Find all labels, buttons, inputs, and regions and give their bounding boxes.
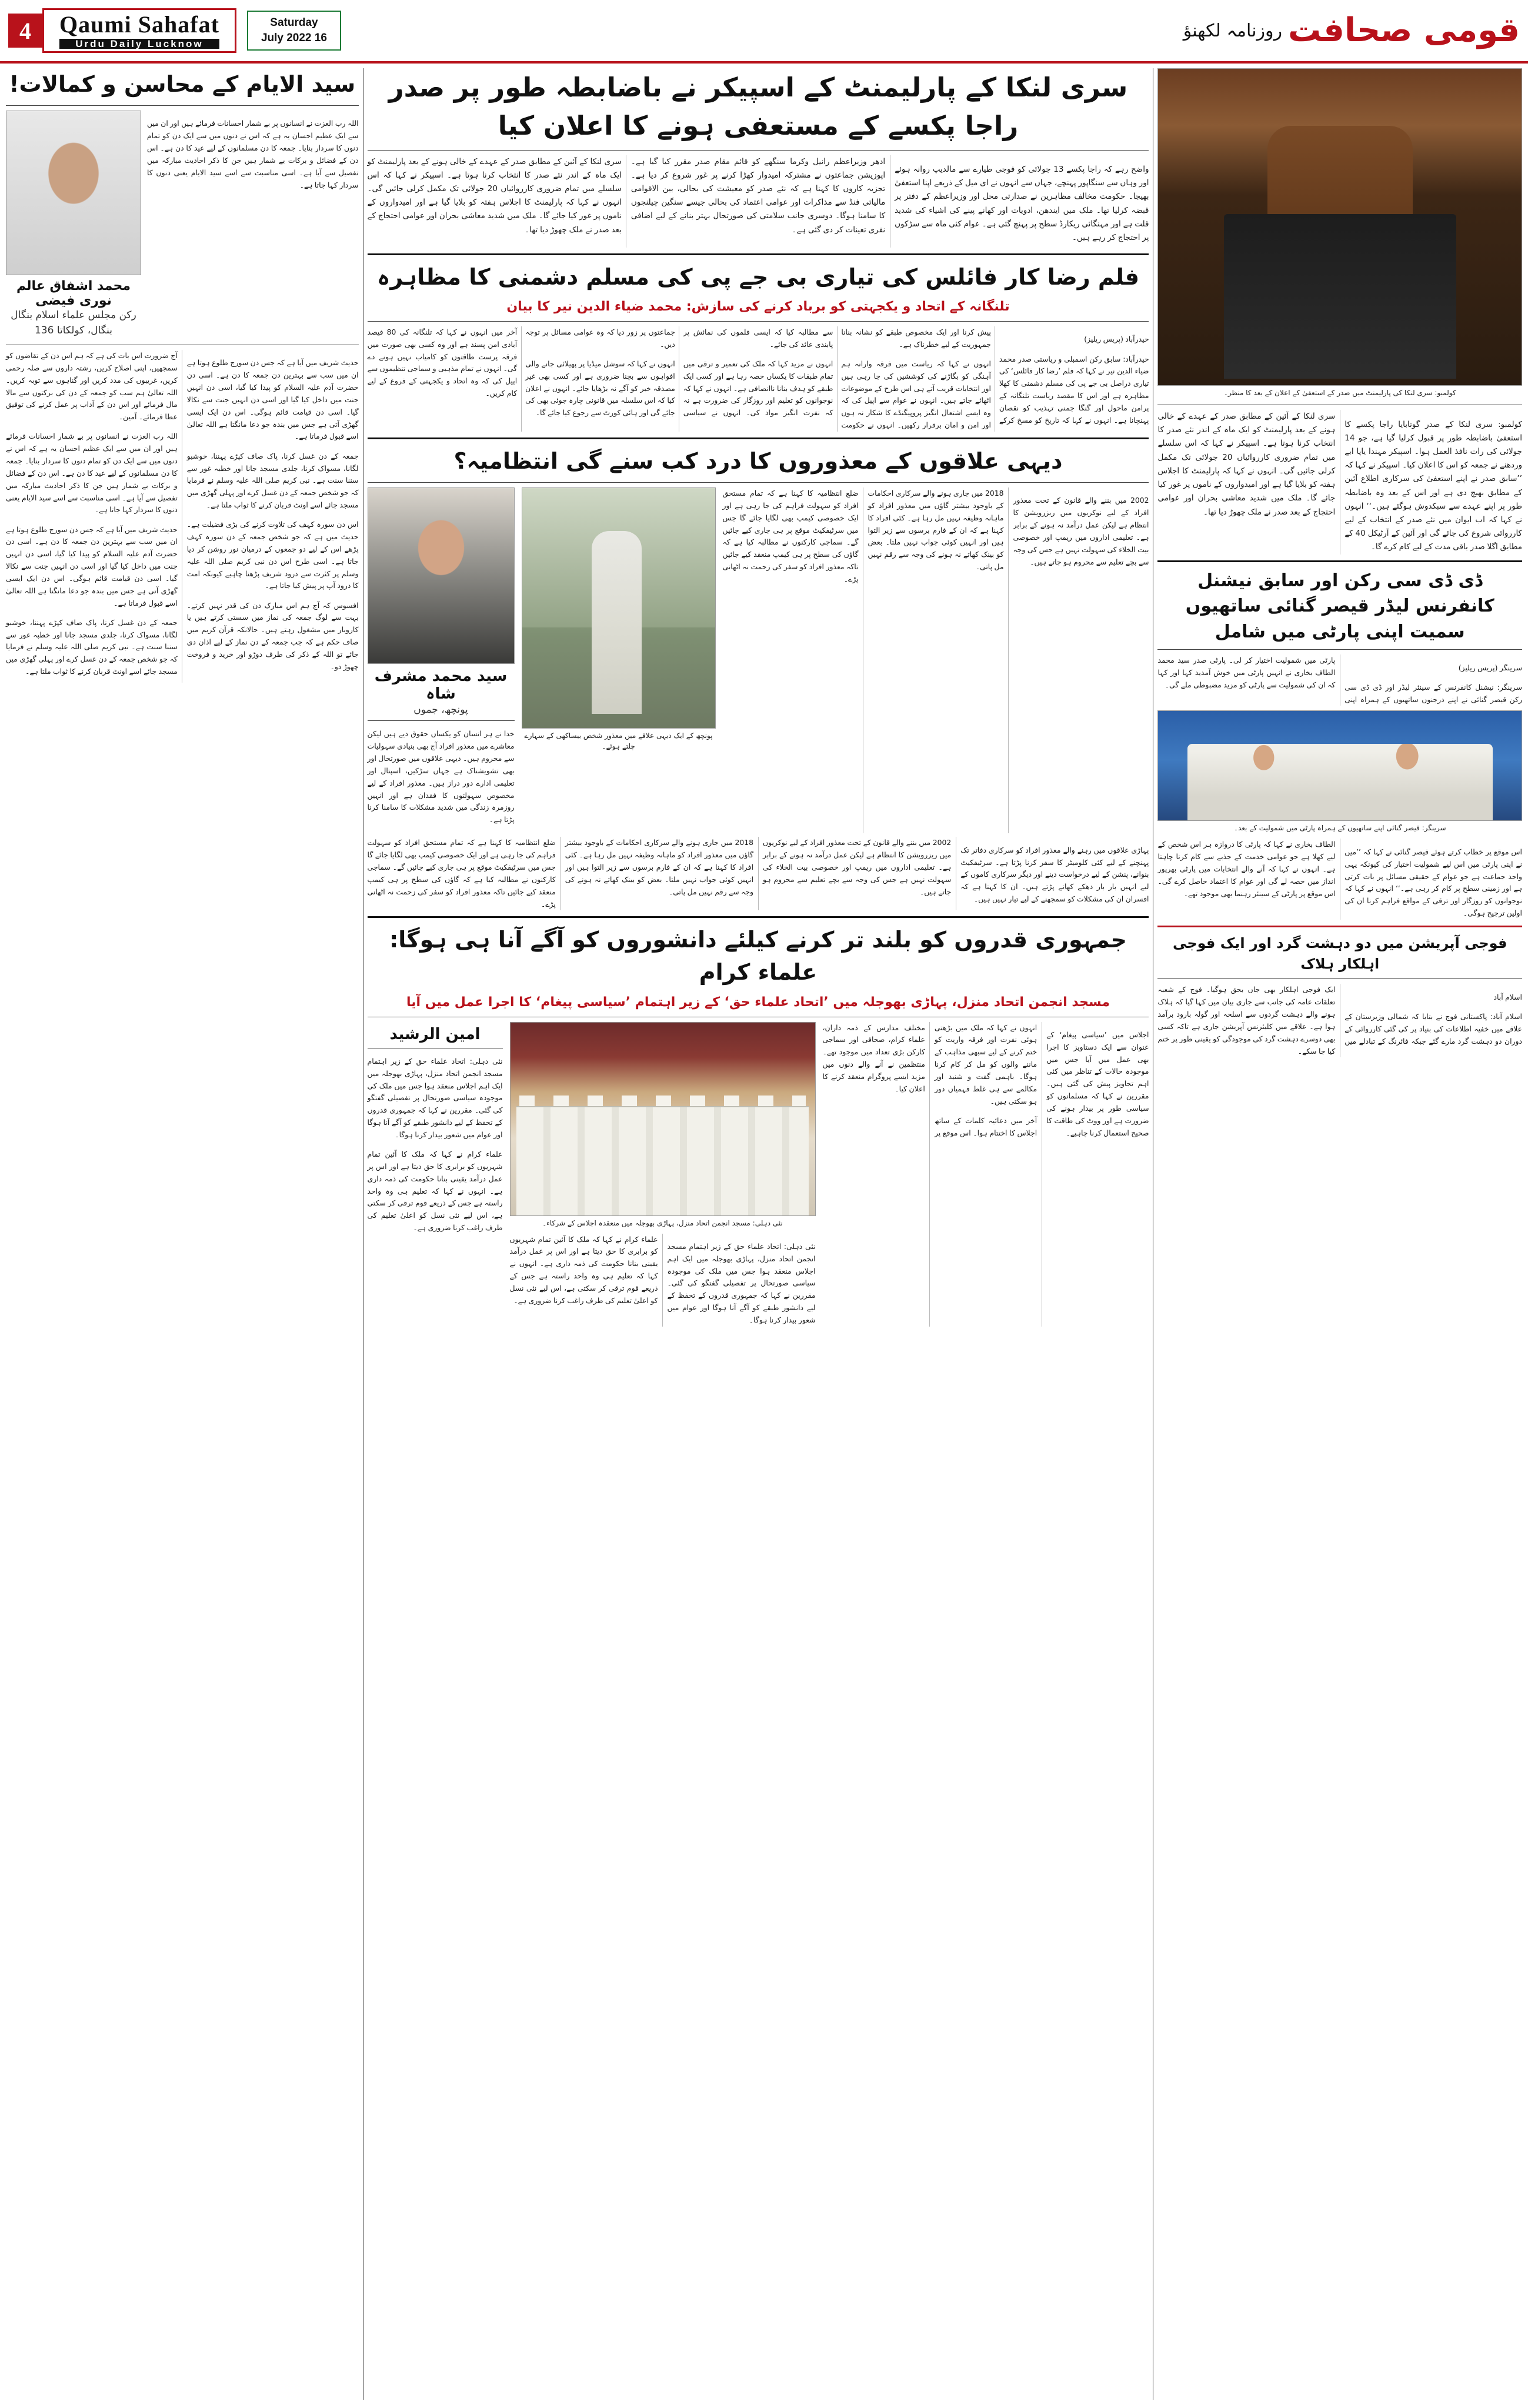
divider [368, 437, 1149, 439]
column-middle [368, 68, 1149, 2400]
rural-body-left [723, 487, 1149, 833]
democracy-body-under-photo [510, 1234, 816, 1327]
ddc-body-top [1157, 654, 1522, 706]
paragraph: حدیث شریف میں آیا ہے کہ جس دن سورج طلوع ہوتا ہے ان میں سب سے بہترین دن جمعہ کا دن ہے۔ اسی دن حضرت آدم علیہ السلام کو پیدا کیا گیا، اسی دن انہیں جنت میں داخل کیا گیا اور اسی دن انہیں جنت سے نکالا گیا۔ اسی دن قیامت قائم ہوگی۔ اس دن ایک ایسی گھڑی آتی ہے جس میں بندہ جو دعا مانگتا ہے اللہ تعالیٰ اسے قبول فرماتا ہے۔ [6, 525, 178, 607]
paragraph: سری لنکا کے آئین کے مطابق صدر کے عہدے کے خالی ہونے کے بعد پارلیمنٹ کو ایک ماہ کے اندر نئے صدر کا انتخاب کرنا ہوتا ہے۔ اسپیکر نے کہا کہ اس سلسلے میں تمام ضروری کارروائیاں 20 جولائی تک مکمل کرلی جائیں گی۔ انہوں نے کہا کہ پارلیمنٹ کا اجلاس ہفتہ کو بلایا گیا ہے اور امیدواروں کے ناموں پر غور کیا جائے گا۔ ملک میں شدید معاشی بحران اور عوامی احتجاج کے بعد صدر نے ملک چھوڑ دیا تھا۔ [367, 156, 622, 235]
democracy-subheadline: مسجد انجمن اتحاد منزل، پہاڑی بھوجلہ میں ’اتحاد علماء حق‘ کے زیر اہتمام ’سیاسی پیغام‘ کا اجرا عمل میں آیا [406, 994, 1110, 1010]
paragraph: سرینگر (پریس ریلیز) [1458, 663, 1522, 672]
rural-author-photo [368, 487, 515, 664]
paragraph: حدیث شریف میں آیا ہے کہ جس دن سورج طلوع ہوتا ہے ان میں سب سے بہترین دن جمعہ کا دن ہے۔ اسی دن حضرت آدم علیہ السلام کو پیدا کیا گیا، اسی دن انہیں جنت میں داخل کیا گیا اور اسی دن انہیں جنت سے نکالا گیا۔ اسی دن قیامت قائم ہوگی۔ اس دن ایک ایسی گھڑی آتی ہے جس میں بندہ جو دعا مانگتا ہے اللہ تعالیٰ اسے قبول فرماتا ہے۔ [186, 358, 359, 441]
divider [368, 150, 1149, 151]
paragraph: ضلع انتظامیہ کا کہنا ہے کہ تمام مستحق افراد کو سہولت فراہم کی جا رہی ہے اور ایک خصوصی کیمپ بھی لگایا جائے گا جس میں سرٹیفکیٹ موقع پر ہی جاری کیے جائیں گے۔ سماجی کارکنوں نے مطالبہ کیا ہے کہ گاؤں کی سطح پر ہی کیمپ منعقد کیے جائیں تاکہ معذور افراد کو سفر کی زحمت نہ اٹھانی پڑے۔ [367, 838, 556, 909]
democracy-group-photo [510, 1022, 816, 1216]
paragraph: کولمبو: سری لنکا کے صدر گوتابایا راجا پکسے کا استعفیٰ باضابطہ طور پر قبول کرلیا گیا ہے، جو 14 جولائی کی رات نافذ العمل ہوا۔ اسپیکر مہندا یاپا ابے وردھنے نے جمعہ کو اس کا اعلان کیا۔ اسپیکر نے کہا کہ ’’سابق صدر نے اپنے استعفیٰ کی سرکاری اطلاع آئین کے مطابق بھیج دی ہے اور اس کے بعد وہ باضابطہ طور پر اپنے عہدے سے سبکدوش ہوگئے ہیں۔‘‘ انہوں نے کہا کہ اب ایوان میں نئے صدر کے انتخاب کے لیے کارروائی شروع کی جائے گی اور آئین کے آرٹیکل 40 کے مطابق اگلا صدر باقی مدت کے لیے کام کرے گا۔ [1344, 419, 1522, 552]
date-day: Saturday [270, 16, 318, 29]
paragraph: الطاف بخاری نے کہا کہ پارٹی کا دروازہ ہر اس شخص کے لیے کھلا ہے جو عوامی خدمت کے جذبے سے کام کرنا چاہتا ہے۔ انہوں نے کہا کہ آنے والے انتخابات میں پارٹی بھرپور انداز میں حصہ لے گی اور عوام کا اعتماد حاصل کرے گی۔ اس موقع پر پارٹی کے سینئر رہنما بھی موجود تھے۔ [1157, 840, 1336, 898]
ddc-headline: ڈی ڈی سی رکن اور سابق نیشنل کانفرنس لیڈر قیصر گنائی ساتھیوں سمیت اپنی پارٹی میں شامل [1185, 570, 1494, 642]
column-right [1157, 68, 1522, 2400]
paragraph: آخر میں دعائیہ کلمات کے ساتھ اجلاس کا اختتام ہوا۔ اس موقع پر مختلف مدارس کے ذمہ داران، علماء کرام، صحافی اور سماجی کارکن بڑی تعداد میں موجود تھے۔ منتظمین نے آنے والے دنوں میں مزید ایسے پروگرام منعقد کرنے کا اعلان کیا۔ [822, 1023, 1037, 1137]
column-left-feature [6, 68, 359, 2400]
feature-intro-text [147, 111, 359, 340]
operation-body [1157, 984, 1522, 1057]
photo-seat-shape [1267, 126, 1413, 259]
date-box [247, 11, 341, 50]
film-body [368, 326, 1149, 432]
film-headline: فلم رضا کار فائلس کی تیاری بی جے پی کی مسلم دشمنی کا مظاہرہ [377, 263, 1140, 290]
srilanka-parliament-photo [1157, 68, 1522, 386]
feature-author-name: محمد اشفاق عالم نوری فیضی [16, 279, 131, 309]
lead-headline: سری لنکا کے پارلیمنٹ کے اسپیکر نے باضابطہ طور پر صدر راجا پکسے کے مستعفی ہونے کا اعلان کیا [388, 72, 1128, 142]
democracy-photo-block [510, 1022, 816, 1327]
paragraph: انہوں نے مزید کہا کہ ملک کی تعمیر و ترقی میں تمام طبقات کا یکساں حصہ رہا ہے اور کسی ایک طبقے کو ہدف بنانا ناانصافی ہے۔ انہوں نے کہا کہ نوجوانوں کو تعلیم اور روزگار کی ضرورت ہے نہ کہ نفرت انگیز مواد کی۔ انہوں نے سیاسی جماعتوں پر زور دیا کہ وہ عوامی مسائل پر توجہ دیں۔ [525, 327, 833, 418]
ddc-body-bottom [1157, 839, 1522, 919]
divider [368, 720, 515, 721]
paragraph: اسلام آباد: پاکستانی فوج نے بتایا کہ شمالی وزیرستان کے علاقے میں خفیہ اطلاعات کی بنیاد پر کی گئی کارروائی کے دوران دو دہشت گرد مارے گئے جبکہ فائرنگ کے تبادلے میں ایک فوجی اہلکار بھی جاں بحق ہوگیا۔ فوج کے شعبہ تعلقات عامہ کی جانب سے جاری بیان میں کہا گیا کہ ہلاک ہونے والے دہشت گردوں سے اسلحہ اور گولہ بارود برآمد ہوا ہے۔ علاقے میں کلیئرنس آپریشن جاری ہے تاکہ کسی بھی دوسرے دہشت گرد کی موجودگی کو یقینی طور پر ختم کیا جا سکے۔ [1157, 985, 1522, 1056]
divider [1157, 649, 1522, 650]
paragraph: جمعہ کے دن غسل کرنا، پاک صاف کپڑے پہننا، خوشبو لگانا، مسواک کرنا، جلدی مسجد جانا اور خطبہ غور سے سننا سنت ہے۔ نبی کریم صلی اللہ علیہ وسلم نے فرمایا کہ جو شخص جمعہ کے دن غسل کرے اور پہلی گھڑی میں مسجد جائے اسے اونٹ قربان کرنے کا ثواب ملتا ہے۔ [186, 451, 359, 509]
ddc-leaders-photo [1157, 710, 1522, 821]
rural-author-block [368, 487, 515, 833]
rural-photo-block [522, 487, 716, 833]
rural-author-name: سید محمد مشرف شاہ [374, 667, 508, 703]
paragraph: حیدرآباد: سابق رکن اسمبلی و ریاستی صدر محمد ضیاء الدین نیر نے کہا کہ فلم ’رضا کار فائلس‘ کی تیاری دراصل بی جے پی کی مسلم دشمنی کا کھلا مظاہرہ ہے اور اس کا مقصد ریاست تلنگانہ کے پرامن ماحول اور گنگا جمنی تہذیب کو نقصان پہنچانا ہے۔ انہوں نے کہا کہ تاریخ کو مسخ کرکے پیش کرنا اور ایک مخصوص طبقے کو نشانہ بنانا جمہوریت کے لیے خطرناک ہے۔ [841, 327, 1149, 425]
operation-headline: فوجی آپریشن میں دو دہشت گرد اور ایک فوجی اہلکار ہلاک [1173, 934, 1507, 972]
paragraph: اسلام آباد [1493, 992, 1522, 1001]
ddc-photo-caption: سرینگر: قیصر گنائی اپنے ساتھیوں کے ہمراہ پارٹی میں شمولیت کے بعد۔ [1233, 824, 1446, 833]
feature-author-block [6, 111, 141, 340]
paragraph: علماء کرام نے کہا کہ ملک کا آئین تمام شہریوں کو برابری کا حق دیتا ہے اور اس پر عمل درآمد یقینی بنانا حکومت کی ذمہ داری ہے۔ انہوں نے کہا کہ تعلیم ہی وہ واحد راستہ ہے جس کے ذریعے قوم ترقی کر سکتی ہے، اس لیے نئی نسل کو اعلیٰ تعلیم کی طرف راغب کرنا ضروری ہے۔ [509, 1234, 658, 1305]
masthead-english-logo [42, 8, 236, 54]
democracy-body-left [823, 1022, 1149, 1327]
divider [1157, 926, 1522, 927]
srilanka-photo-caption: کولمبو: سری لنکا کی پارلیمنٹ میں صدر کے استعفیٰ کے اعلان کے بعد کا منظر۔ [1223, 389, 1456, 397]
paragraph: نئی دہلی: اتحاد علماء حق کے زیر اہتمام مسجد انجمن اتحاد منزل، پہاڑی بھوجلہ میں ایک اہم اجلاس منعقد ہوا جس میں ملک کی موجودہ سیاسی صورتحال پر تفصیلی گفتگو کی گئی۔ مقررین نے کہا کہ جمہوری قدروں کے تحفظ کے لیے دانشور طبقے کو آگے آنا ہوگا اور عوام میں شعور بیدار کرنا ہوگا۔ [367, 1056, 503, 1139]
paragraph: اللہ رب العزت نے انسانوں پر بے شمار احسانات فرمائے ہیں اور ان میں سے ایک عظیم احسان یہ ہے کہ اس نے دنوں میں سے ایک دن کو تمام دنوں کا سردار بنایا۔ جمعہ کا دن مسلمانوں کے لیے عید کا دن ہے۔ اس دن کے فضائل و برکات بے شمار ہیں جن کا ذکر احادیث مبارکہ میں تفصیل سے آیا ہے۔ اسی مناسبت سے اسے سید الایام یعنی دنوں کا سردار کہا جاتا ہے۔ [147, 119, 359, 189]
rural-headline: دیہی علاقوں کے معذوروں کا درد کب سنے گی انتظامیہ؟ [453, 447, 1063, 474]
paragraph: آخر میں انہوں نے کہا کہ تلنگانہ کی 80 فیصد آبادی امن پسند ہے اور وہ کسی بھی صورت میں فرقہ پرست طاقتوں کو کامیاب نہیں ہونے دے گی۔ انہوں نے تمام مذہبی و سماجی تنظیموں سے اپیل کی کہ وہ اتحاد و یکجہتی کے فروغ کے لیے کام کریں۔ [367, 327, 518, 398]
paragraph: 2018 میں جاری ہونے والے سرکاری احکامات کے باوجود بیشتر گاؤں میں معذور افراد کو ماہانہ وظیفہ نہیں مل رہا ہے۔ کئی افراد کا کہنا ہے کہ ان کے فارم برسوں سے زیر التوا ہیں اور انہیں کوئی جواب نہیں ملتا۔ بعض کو بینک کھاتے نہ ہونے کی وجہ سے رقم نہیں مل پاتی۔ [868, 489, 1004, 571]
page-content [0, 64, 1528, 2406]
feature-headline: سید الایام کے محاسن و کمالات! [9, 71, 356, 97]
film-subheadline: تلنگانہ کے اتحاد و یکجہتی کو برباد کرنے کی سازش: محمد ضیاء الدین نیر کا بیان [506, 299, 1010, 314]
feature-author-place: بنگال، کولکاتا 136 [34, 325, 113, 337]
feature-author-role: رکن مجلس علماء اسلام بنگال [11, 309, 136, 322]
paragraph: سری لنکا کے آئین کے مطابق صدر کے عہدے کے خالی ہونے کے بعد پارلیمنٹ کو ایک ماہ کے اندر نئے صدر کا انتخاب کرنا ہوتا ہے۔ اسپیکر نے کہا کہ اس سلسلے میں تمام ضروری کارروائیاں 20 جولائی تک مکمل کرلی جائیں گی۔ انہوں نے کہا کہ پارلیمنٹ کا اجلاس ہفتہ کو بلایا گیا ہے اور امیدواروں کے ناموں پر غور کیا جائے گا۔ ملک میں شدید معاشی بحران اور عوامی احتجاج کے بعد صدر نے ملک چھوڑ دیا تھا۔ [1157, 412, 1336, 517]
democracy-row [368, 1022, 1149, 1327]
democracy-author-name: امین الرشید [389, 1025, 481, 1043]
paragraph: آج ضرورت اس بات کی ہے کہ ہم اس دن کے تقاضوں کو سمجھیں، اپنی اصلاح کریں، رشتہ داروں سے صلہ رحمی کریں، غریبوں کی مدد کریں اور گناہوں سے توبہ کریں۔ اللہ تعالیٰ ہم سب کو جمعہ کے دن کی برکتوں سے مالا مال فرمائے اور اس دن کے آداب پر عمل کرنے کی توفیق عطا فرمائے۔ آمین۔ [6, 351, 178, 422]
divider [1157, 560, 1522, 562]
paragraph: اس موقع پر خطاب کرتے ہوئے قیصر گنائی نے کہا کہ ’’میں نے اپنی پارٹی میں اس لیے شمولیت اختیار کی کیونکہ یہی واحد جماعت ہے جو عوام کے حقیقی مسائل پر بات کرتی ہے اور زمینی سطح پر کام کر رہی ہے۔‘‘ انہوں نے کہا کہ نوجوانوں کو روزگار اور ترقی کے مواقع فراہم کرنا ان کی اولین ترجیح ہوگی۔ [1344, 847, 1522, 917]
divider [368, 916, 1149, 918]
lead-body [368, 155, 1149, 248]
paragraph: ضلع انتظامیہ کا کہنا ہے کہ تمام مستحق افراد کو سہولت فراہم کی جا رہی ہے اور ایک خصوصی کیمپ بھی لگایا جائے گا جس میں سرٹیفکیٹ موقع پر ہی جاری کیے جائیں گے۔ سماجی کارکنوں نے مطالبہ کیا ہے کہ گاؤں کی سطح پر ہی کیمپ منعقد کیے جائیں تاکہ معذور افراد کو سفر کی زحمت نہ اٹھانی پڑے۔ [722, 489, 859, 583]
paragraph: افسوس کہ آج ہم اس مبارک دن کی قدر نہیں کرتے۔ بہت سے لوگ جمعہ کی نماز میں سستی کرتے ہیں یا کاروبار میں مشغول رہتے ہیں۔ حالانکہ قرآن کریم میں صاف حکم ہے کہ جب جمعہ کے دن نماز کے لیے اذان دی جائے تو اللہ کے ذکر کی طرف دوڑو اور خرید و فروخت چھوڑ دو۔ [186, 600, 359, 671]
paragraph: سرینگر: نیشنل کانفرنس کے سینئر لیڈر اور ڈی ڈی سی رکن قیصر گنائی نے اپنے درجنوں ساتھیوں کے ہمراہ اپنی پارٹی میں شمولیت اختیار کر لی۔ پارٹی صدر سید محمد الطاف بخاری نے انہیں پارٹی میں خوش آمدید کہا اور کہا کہ ان کی شمولیت سے پارٹی کو مزید مضبوطی ملے گی۔ [1157, 656, 1522, 704]
feature-body [6, 350, 359, 683]
date-full: 16 July 2022 [261, 32, 327, 44]
masthead-subtitle-urdu: روزنامہ لکھنؤ [1183, 20, 1282, 41]
masthead-title-urdu: قومی صحافت [1287, 11, 1520, 49]
rural-author-place: پونچھ، جموں [413, 704, 468, 716]
paragraph: علماء کرام نے کہا کہ ملک کا آئین تمام شہریوں کو برابری کا حق دیتا ہے اور اس پر عمل درآمد یقینی بنانا حکومت کی ذمہ داری ہے۔ انہوں نے کہا کہ تعلیم ہی وہ واحد راستہ ہے جس کے ذریعے قوم ترقی کر سکتی ہے، اس لیے نئی نسل کو اعلیٰ تعلیم کی طرف راغب کرنا ضروری ہے۔ [367, 1150, 503, 1233]
paragraph: انہوں نے کہا کہ سوشل میڈیا پر پھیلائی جانے والی افواہوں سے بچنا ضروری ہے اور کسی بھی غیر مصدقہ خبر کو آگے نہ بڑھایا جائے۔ انہوں نے اعلان کیا کہ اس سلسلہ میں قانونی چارہ جوئی بھی کی جائے گی اور ہائی کورٹ سے رجوع کیا جائے گا۔ [525, 359, 675, 418]
paragraph: نئی دہلی: اتحاد علماء حق کے زیر اہتمام مسجد انجمن اتحاد منزل، پہاڑی بھوجلہ میں ایک اہم اجلاس منعقد ہوا جس میں ملک کی موجودہ سیاسی صورتحال پر تفصیلی گفتگو کی گئی۔ مقررین نے کہا کہ جمہوری قدروں کے تحفظ کے لیے دانشور طبقے کو آگے آنا ہوگا اور عوام میں شعور بیدار کرنا ہوگا۔ [667, 1241, 816, 1324]
divider [1157, 978, 1522, 979]
masthead [0, 0, 1528, 64]
page-number: 4 [8, 14, 42, 48]
srilanka-body-right [1157, 410, 1522, 555]
paragraph: 2002 میں بننے والے قانون کے تحت معذور افراد کے لیے نوکریوں میں ریزرویشن کا انتظام ہے لیکن عمل درآمد نہ ہونے کے برابر ہے۔ تعلیمی اداروں میں ریمپ اور خصوصی بیت الخلاء کی سہولت نہیں ہے جس کی وجہ سے بچے تعلیم سے محروم ہو جاتے ہیں۔ [1013, 496, 1149, 566]
paragraph: اللہ رب العزت نے انسانوں پر بے شمار احسانات فرمائے ہیں اور ان میں سے ایک عظیم احسان یہ ہے کہ اس نے دنوں میں سے ایک دن کو تمام دنوں کا سردار بنایا۔ جمعہ کا دن مسلمانوں کے لیے عید کا دن ہے۔ اس دن کے فضائل و برکات بے شمار ہیں جن کا ذکر احادیث مبارکہ میں تفصیل سے آیا ہے۔ اسی مناسبت سے اسے سید الایام یعنی دنوں کا سردار کہا جاتا ہے۔ [6, 432, 178, 515]
democracy-headline: جمہوری قدروں کو بلند تر کرنے کیلئے دانشوروں کو آگے آنا ہی ہوگا: علماء کرام [389, 927, 1127, 986]
photo-heads-shape [519, 1096, 806, 1126]
paragraph: جمعہ کے دن غسل کرنا، پاک صاف کپڑے پہننا، خوشبو لگانا، مسواک کرنا، جلدی مسجد جانا اور خطبہ غور سے سننا سنت ہے۔ نبی کریم صلی اللہ علیہ وسلم نے فرمایا کہ جو شخص جمعہ کے دن غسل کرے اور پہلی گھڑی میں مسجد جائے اسے اونٹ قربان کرنے کا ثواب ملتا ہے۔ [6, 617, 178, 676]
rural-village-photo [522, 487, 716, 729]
paragraph: پہاڑی علاقوں میں رہنے والے معذور افراد کو سرکاری دفاتر تک پہنچنے کے لیے کئی کلومیٹر کا سفر کرنا پڑتا ہے۔ سرٹیفکیٹ بنوانے، پنشن کے لیے درخواست دینے اور دیگر سرکاری کاموں کے لیے انہیں بار بار دھکے کھانے پڑتے ہیں۔ ان کا کہنا ہے کہ افسران ان کی مشکلات کو سمجھنے کے لیے تیار نہیں ہیں۔ [960, 845, 1149, 904]
paragraph: خدا نے ہر انسان کو یکساں حقوق دیے ہیں لیکن معاشرے میں معذور افراد آج بھی بنیادی سہولیات سے محروم ہیں۔ دیہی علاقوں میں صورتحال اور بھی تشویشناک ہے جہاں سڑکیں، اسپتال اور تعلیمی ادارے دور دراز ہیں۔ معذور افراد کے لیے مخصوص سہولتوں کا فقدان ہے اور انہیں روزمرہ زندگی میں شدید مشکلات کا سامنا کرنا پڑتا ہے۔ [367, 729, 515, 824]
paragraph: انہوں نے کہا کہ ملک میں بڑھتی ہوئی نفرت اور فرقہ واریت کو ختم کرنے کے لیے سبھی مذاہب کے ماننے والوں کو مل کر کام کرنا ہوگا۔ باہمی گفت و شنید اور مکالمے سے ہی غلط فہمیاں دور ہو سکتی ہیں۔ [934, 1023, 1037, 1106]
paragraph: اجلاس میں ’سیاسی پیغام‘ کے عنوان سے ایک دستاویز کا اجرا بھی عمل میں آیا جس میں موجودہ حالات کے تناظر میں کئی اہم تجاویز پیش کی گئی ہیں۔ مقررین نے کہا کہ مسلمانوں کو سیاسی طور پر بیدار ہونے کی ضرورت ہے اور ووٹ کی طاقت کا صحیح استعمال کرنا چاہیے۔ [1046, 1030, 1149, 1137]
paragraph: حیدرآباد (پریس ریلیز) [1084, 335, 1149, 344]
divider [368, 253, 1149, 255]
rural-photo-caption: پونچھ کے ایک دیہی علاقے میں معذور شخص بیساکھی کے سہارے چلتے ہوئے۔ [524, 732, 713, 751]
paragraph: واضح رہے کہ راجا پکسے 13 جولائی کو فوجی طیارے سے مالدیپ روانہ ہوئے اور وہاں سے سنگاپور پہنچے، جہاں سے انہوں نے ای میل کے ذریعے اپنا استعفیٰ بھیجا۔ حکومت مخالف مظاہرین نے صدارتی محل اور وزیراعظم کے دفتر پر قبضہ کرلیا تھا۔ ملک میں ایندھن، ادویات اور کھانے پینے کی اشیاء کی شدید قلت ہے اور مہنگائی ریکارڈ سطح پر پہنچ گئی ہے۔ عوام کئی ماہ سے سڑکوں پر احتجاج کر رہے ہیں۔ [895, 165, 1149, 243]
feature-top-row [6, 111, 359, 340]
divider [368, 482, 1149, 483]
divider [6, 105, 359, 106]
logo-line-2: Urdu Daily Lucknow [59, 39, 219, 49]
logo-line-1: Qaumi Sahafat [59, 11, 219, 38]
democracy-author-block [368, 1022, 503, 1327]
rural-body-bottom [368, 837, 1149, 910]
paragraph: 2018 میں جاری ہونے والے سرکاری احکامات کے باوجود بیشتر گاؤں میں معذور افراد کو ماہانہ وظیفہ نہیں مل رہا ہے۔ کئی افراد کا کہنا ہے کہ ان کے فارم برسوں سے زیر التوا ہیں اور انہیں کوئی جواب نہیں ملتا۔ بعض کو بینک کھاتے نہ ہونے کی وجہ سے رقم نہیں مل پاتی۔ [565, 838, 754, 896]
paragraph: 2002 میں بننے والے قانون کے تحت معذور افراد کے لیے نوکریوں میں ریزرویشن کا انتظام ہے لیکن عمل درآمد نہ ہونے کے برابر ہے۔ تعلیمی اداروں میں ریمپ اور خصوصی بیت الخلاء کی سہولت نہیں ہے جس کی وجہ سے بچے تعلیم سے محروم ہو جاتے ہیں۔ [763, 838, 952, 896]
paragraph: ادھر وزیراعظم رانیل وکرما سنگھے کو قائم مقام صدر مقرر کیا گیا ہے۔ اپوزیشن جماعتوں نے مشترکہ امیدوار کھڑا کرنے پر غور شروع کر دیا ہے۔ تجزیہ کاروں کا کہنا ہے کہ نئے صدر کو معیشت کی بحالی، بین الاقوامی مالیاتی فنڈ سے مذاکرات اور عوامی اعتماد کی بحالی جیسے سنگین چیلنجوں کا سامنا ہوگا۔ دوسری جانب سلامتی کی صورتحال بہتر بنانے کے لیے اضافی نفری تعینات کر دی گئی ہے۔ [630, 156, 886, 235]
paragraph: انہوں نے کہا کہ ریاست میں فرقہ وارانہ ہم آہنگی کو بگاڑنے کی کوششیں کی جا رہی ہیں اور انتخابات قریب آتے ہی اس طرح کے موضوعات اٹھائے جاتے ہیں۔ انہوں نے عوام سے اپیل کی کہ وہ ایسے اشتعال انگیز پروپیگنڈے کا شکار نہ ہوں اور امن و امان برقرار رکھیں۔ انہوں نے حکومت سے مطالبہ کیا کہ ایسی فلموں کی نمائش پر پابندی عائد کی جائے۔ [683, 327, 991, 430]
feature-author-photo [6, 111, 141, 275]
paragraph: اس دن سورہ کہف کی تلاوت کرنے کی بڑی فضیلت ہے۔ حدیث میں ہے کہ جو شخص جمعہ کے دن سورہ کہف پڑھے اس کے لیے دو جمعوں کے درمیان نور روشن کر دیا جاتا ہے۔ اسی طرح اس دن نبی کریم صلی اللہ علیہ وسلم پر کثرت سے درود شریف پڑھنا چاہیے کیونکہ امت کا درود آپ پر پیش کیا جاتا ہے۔ [186, 520, 359, 590]
rural-top-row [368, 487, 1149, 833]
democracy-photo-caption: نئی دہلی: مسجد انجمن اتحاد منزل، پہاڑی بھوجلہ میں منعقدہ اجلاس کے شرکاء۔ [542, 1218, 783, 1227]
divider [368, 321, 1149, 322]
